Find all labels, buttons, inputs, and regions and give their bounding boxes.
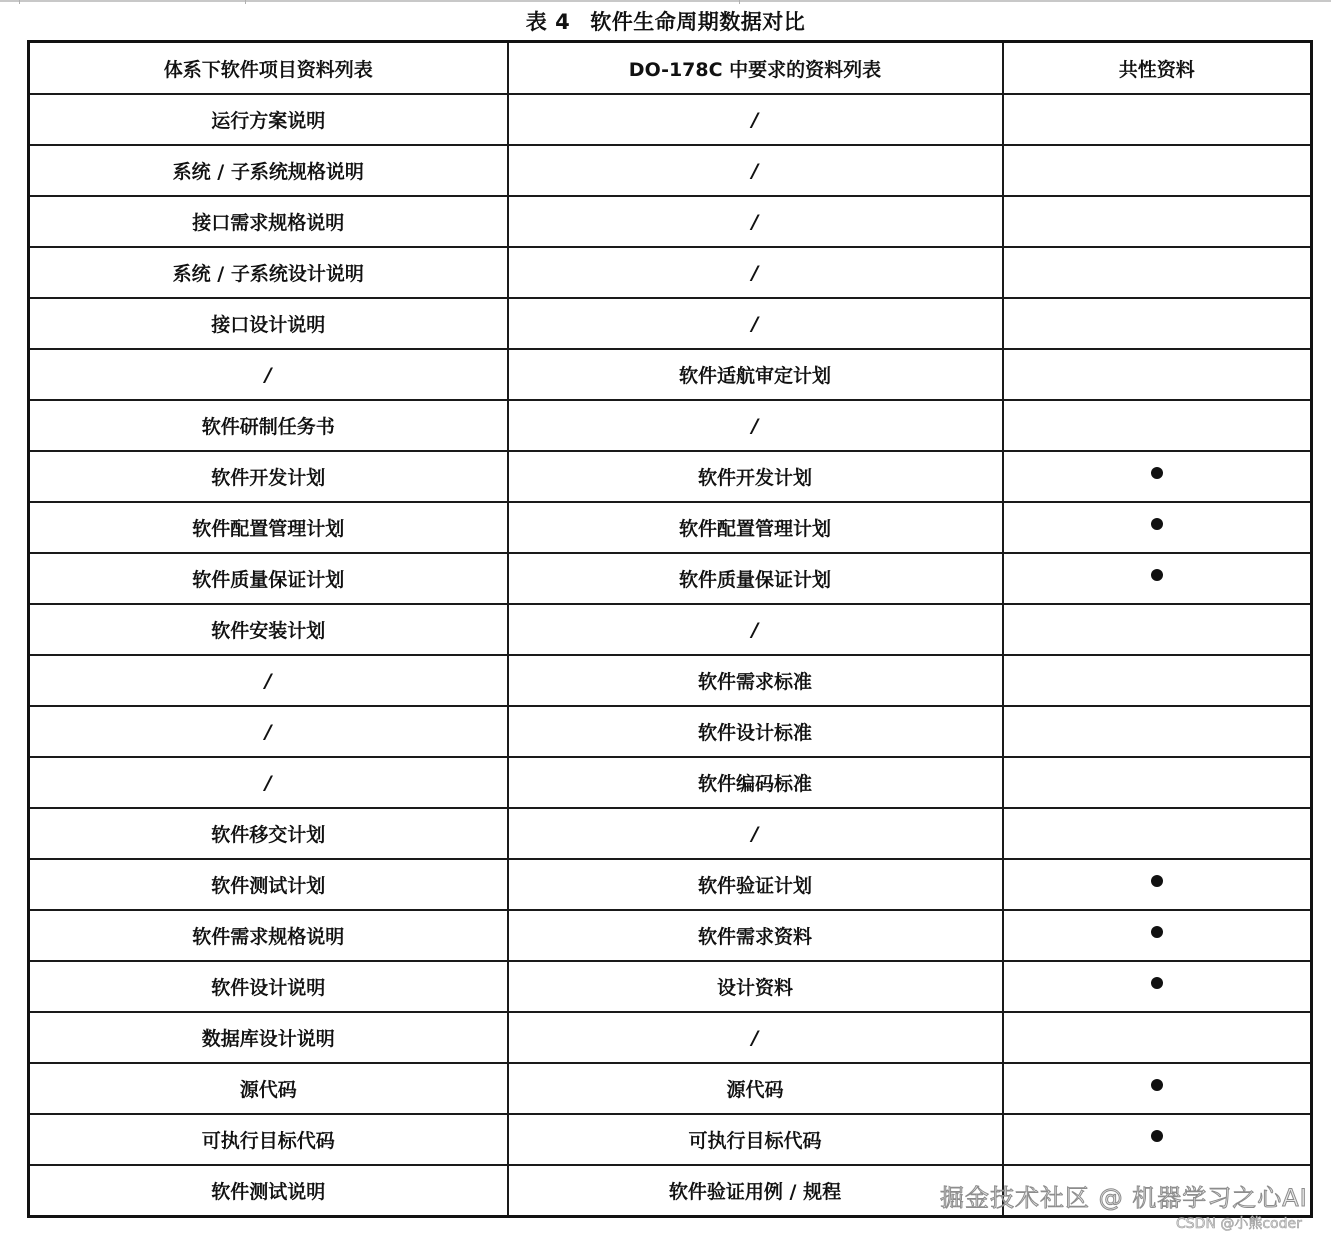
- cell-do178c-item: /: [508, 145, 1003, 196]
- cell-system-item: 运行方案说明: [29, 94, 508, 145]
- cell-system-item: 接口需求规格说明: [29, 196, 508, 247]
- table-caption: [0, 6, 1331, 36]
- cell-common-marker: [1003, 961, 1312, 1012]
- border-tick: [19, 0, 20, 4]
- cell-common-marker: [1003, 502, 1312, 553]
- cell-system-item: 软件设计说明: [29, 961, 508, 1012]
- cell-do178c-item: /: [508, 1012, 1003, 1063]
- cell-do178c-item: 软件需求资料: [508, 910, 1003, 961]
- cell-common-marker: [1003, 655, 1312, 706]
- top-border-line: [0, 0, 1331, 2]
- cell-common-marker: [1003, 145, 1312, 196]
- cell-common-marker: [1003, 451, 1312, 502]
- common-bullet-icon: [1151, 977, 1163, 989]
- cell-do178c-item: 软件适航审定计划: [508, 349, 1003, 400]
- table-row: [29, 400, 1312, 451]
- table-row: [29, 502, 1312, 553]
- common-bullet-icon: [1151, 926, 1163, 938]
- table-row: [29, 553, 1312, 604]
- table-body: [29, 94, 1312, 1217]
- cell-do178c-item: 可执行目标代码: [508, 1114, 1003, 1165]
- table-row: [29, 196, 1312, 247]
- header-do178c-list: DO-178C 中要求的资料列表: [508, 42, 1003, 95]
- table-row: [29, 604, 1312, 655]
- cell-system-item: 可执行目标代码: [29, 1114, 508, 1165]
- table-row: [29, 298, 1312, 349]
- cell-common-marker: [1003, 1114, 1312, 1165]
- cell-system-item: 软件需求规格说明: [29, 910, 508, 961]
- cell-do178c-item: 软件需求标准: [508, 655, 1003, 706]
- cell-system-item: 软件配置管理计划: [29, 502, 508, 553]
- cell-do178c-item: 软件验证用例 / 规程: [508, 1165, 1003, 1217]
- cell-common-marker: [1003, 1012, 1312, 1063]
- cell-do178c-item: /: [508, 247, 1003, 298]
- cell-do178c-item: /: [508, 400, 1003, 451]
- common-bullet-icon: [1151, 1079, 1163, 1091]
- table-row: [29, 808, 1312, 859]
- cell-common-marker: [1003, 706, 1312, 757]
- lifecycle-data-table: [27, 40, 1313, 1218]
- table-row: [29, 247, 1312, 298]
- cell-do178c-item: 软件配置管理计划: [508, 502, 1003, 553]
- cell-do178c-item: 软件编码标准: [508, 757, 1003, 808]
- table-number: 表 4: [525, 10, 571, 34]
- cell-system-item: 软件安装计划: [29, 604, 508, 655]
- cell-system-item: 数据库设计说明: [29, 1012, 508, 1063]
- border-tick: [739, 0, 740, 4]
- cell-system-item: 软件开发计划: [29, 451, 508, 502]
- table-row: [29, 451, 1312, 502]
- cell-common-marker: [1003, 196, 1312, 247]
- cell-common-marker: [1003, 859, 1312, 910]
- cell-system-item: /: [29, 757, 508, 808]
- cell-do178c-item: 源代码: [508, 1063, 1003, 1114]
- cell-system-item: 源代码: [29, 1063, 508, 1114]
- cell-common-marker: [1003, 247, 1312, 298]
- header-row: [29, 42, 1312, 95]
- cell-do178c-item: /: [508, 604, 1003, 655]
- table-row: [29, 1063, 1312, 1114]
- common-bullet-icon: [1151, 467, 1163, 479]
- table-row: [29, 94, 1312, 145]
- cell-common-marker: [1003, 1063, 1312, 1114]
- common-bullet-icon: [1151, 518, 1163, 530]
- table-row: [29, 349, 1312, 400]
- table-row: [29, 910, 1312, 961]
- cell-common-marker: [1003, 349, 1312, 400]
- table-row: [29, 145, 1312, 196]
- cell-common-marker: [1003, 604, 1312, 655]
- cell-system-item: 接口设计说明: [29, 298, 508, 349]
- header-common-data: 共性资料: [1003, 42, 1312, 95]
- cell-common-marker: [1003, 808, 1312, 859]
- watermark-csdn: CSDN @小熊coder: [1176, 1216, 1302, 1232]
- cell-system-item: 软件测试计划: [29, 859, 508, 910]
- cell-common-marker: [1003, 400, 1312, 451]
- cell-system-item: /: [29, 349, 508, 400]
- common-bullet-icon: [1151, 1130, 1163, 1142]
- cell-system-item: 软件测试说明: [29, 1165, 508, 1217]
- cell-common-marker: [1003, 553, 1312, 604]
- cell-do178c-item: 软件开发计划: [508, 451, 1003, 502]
- cell-do178c-item: 软件设计标准: [508, 706, 1003, 757]
- cell-system-item: 软件质量保证计划: [29, 553, 508, 604]
- cell-do178c-item: /: [508, 808, 1003, 859]
- cell-do178c-item: /: [508, 298, 1003, 349]
- table-row: [29, 757, 1312, 808]
- table-row: [29, 1114, 1312, 1165]
- border-tick: [245, 0, 246, 4]
- cell-system-item: /: [29, 706, 508, 757]
- watermark-juejin: 掘金技术社区 @ 机器学习之心AI: [940, 1184, 1308, 1212]
- cell-system-item: 软件研制任务书: [29, 400, 508, 451]
- cell-do178c-item: 软件质量保证计划: [508, 553, 1003, 604]
- cell-common-marker: [1003, 94, 1312, 145]
- cell-system-item: 软件移交计划: [29, 808, 508, 859]
- cell-do178c-item: 软件验证计划: [508, 859, 1003, 910]
- table-row: [29, 961, 1312, 1012]
- table-row: [29, 706, 1312, 757]
- cell-do178c-item: 设计资料: [508, 961, 1003, 1012]
- table-row: [29, 655, 1312, 706]
- cell-system-item: /: [29, 655, 508, 706]
- cell-common-marker: [1003, 298, 1312, 349]
- table-row: [29, 859, 1312, 910]
- table-row: [29, 1012, 1312, 1063]
- cell-system-item: 系统 / 子系统规格说明: [29, 145, 508, 196]
- cell-do178c-item: /: [508, 94, 1003, 145]
- header-system-list: 体系下软件项目资料列表: [29, 42, 508, 95]
- cell-common-marker: [1003, 910, 1312, 961]
- cell-do178c-item: /: [508, 196, 1003, 247]
- common-bullet-icon: [1151, 569, 1163, 581]
- common-bullet-icon: [1151, 875, 1163, 887]
- cell-system-item: 系统 / 子系统设计说明: [29, 247, 508, 298]
- table-title: 软件生命周期数据对比: [590, 10, 806, 34]
- cell-common-marker: [1003, 757, 1312, 808]
